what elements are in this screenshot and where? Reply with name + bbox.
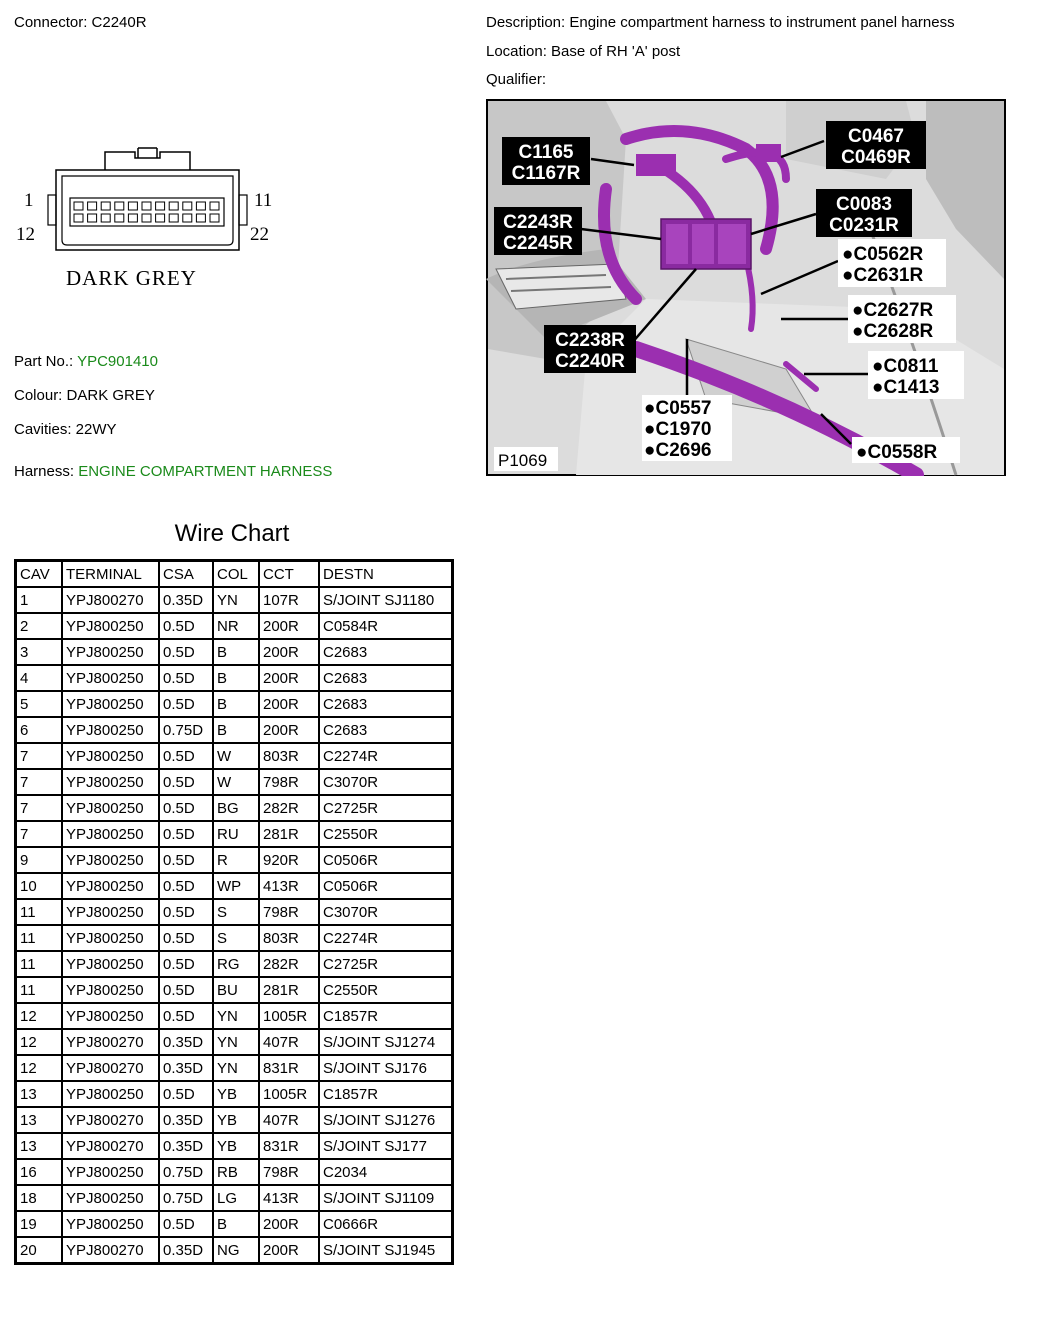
table-row [16, 769, 453, 795]
callout-c1970: ●C1970 [644, 419, 712, 440]
cell-destn: S/JOINT SJ177 [319, 1133, 453, 1159]
cell-col: B [213, 717, 259, 743]
pin-slot-top [210, 202, 219, 210]
cavities-label: Cavities: 22WY [14, 421, 117, 438]
cell-csa: 0.5D [159, 665, 213, 691]
cell-csa: 0.35D [159, 587, 213, 613]
callout-c0469r: C0469R [841, 147, 911, 168]
cell-cav: 7 [16, 743, 63, 769]
connector-label: Connector: C2240R [14, 14, 147, 31]
cell-destn: C2683 [319, 665, 453, 691]
cell-destn: C3070R [319, 769, 453, 795]
cell-destn: C1857R [319, 1081, 453, 1107]
cell-cct: 200R [259, 691, 319, 717]
callout-c0811: ●C0811 [872, 356, 939, 377]
wire-chart-table [14, 559, 454, 1265]
cell-col: B [213, 1211, 259, 1237]
cell-destn: C2034 [319, 1159, 453, 1185]
cell-terminal: YPJ800270 [62, 1029, 159, 1055]
cell-col: YB [213, 1133, 259, 1159]
cell-terminal: YPJ800250 [62, 1003, 159, 1029]
cell-terminal: YPJ800250 [62, 899, 159, 925]
pin-slot-bottom [196, 214, 205, 222]
cell-cav: 12 [16, 1055, 63, 1081]
callout-c2627r: ●C2627R [852, 300, 934, 321]
cell-cct: 798R [259, 769, 319, 795]
table-row [16, 691, 453, 717]
connector-face-drawing [10, 140, 280, 300]
table-row [16, 1211, 453, 1237]
cell-col: S [213, 925, 259, 951]
cell-col: YN [213, 587, 259, 613]
pin-slot-top [115, 202, 124, 210]
table-row [16, 717, 453, 743]
location-photo [486, 99, 1006, 476]
cell-terminal: YPJ800250 [62, 1185, 159, 1211]
qualifier-label: Qualifier: [486, 71, 547, 88]
cell-terminal: YPJ800250 [62, 951, 159, 977]
wire-chart-title: Wire Chart [174, 520, 290, 547]
cell-col: RB [213, 1159, 259, 1185]
cell-terminal: YPJ800250 [62, 1081, 159, 1107]
cell-cav: 4 [16, 665, 63, 691]
cell-destn: C2725R [319, 951, 453, 977]
cell-destn: C3070R [319, 899, 453, 925]
cell-cct: 407R [259, 1029, 319, 1055]
cell-csa: 0.35D [159, 1237, 213, 1264]
cell-col: YN [213, 1055, 259, 1081]
cell-terminal: YPJ800250 [62, 613, 159, 639]
column-header-col: COL [213, 561, 259, 588]
cell-terminal: YPJ800250 [62, 743, 159, 769]
cell-cct: 107R [259, 587, 319, 613]
cell-cct: 1005R [259, 1081, 319, 1107]
description-label: Description: Engine compartment harness to instrument panel harness [486, 14, 955, 31]
pin-slot-bottom [101, 214, 110, 222]
cell-cct: 798R [259, 1159, 319, 1185]
cell-terminal: YPJ800250 [62, 665, 159, 691]
cell-col: YB [213, 1107, 259, 1133]
cell-col: B [213, 691, 259, 717]
connector-face-diagram [10, 140, 280, 300]
cell-csa: 0.5D [159, 951, 213, 977]
location-label: Location: Base of RH 'A' post [486, 43, 681, 60]
part-number-value: YPC901410 [77, 353, 158, 370]
callout-c2240r: C2240R [555, 351, 625, 372]
pin-slot-top [142, 202, 151, 210]
cell-cct: 407R [259, 1107, 319, 1133]
table-row [16, 1159, 453, 1185]
cell-cav: 11 [16, 977, 63, 1003]
cell-destn: C2550R [319, 977, 453, 1003]
cell-cct: 831R [259, 1133, 319, 1159]
cell-destn: C2683 [319, 717, 453, 743]
cell-destn: C0666R [319, 1211, 453, 1237]
cell-cct: 200R [259, 665, 319, 691]
cell-cav: 5 [16, 691, 63, 717]
table-row [16, 951, 453, 977]
column-header-cav: CAV [16, 561, 63, 588]
pin-slot-top [156, 202, 165, 210]
cell-cav: 16 [16, 1159, 63, 1185]
cell-csa: 0.5D [159, 873, 213, 899]
cell-destn: S/JOINT SJ1276 [319, 1107, 453, 1133]
cell-col: RU [213, 821, 259, 847]
cell-cav: 2 [16, 613, 63, 639]
callout-c2245r: C2245R [503, 233, 573, 254]
pin-slot-top [101, 202, 110, 210]
table-row [16, 899, 453, 925]
cell-csa: 0.35D [159, 1107, 213, 1133]
cell-terminal: YPJ800250 [62, 795, 159, 821]
cell-destn: C2274R [319, 743, 453, 769]
cell-col: RG [213, 951, 259, 977]
table-row [16, 1029, 453, 1055]
cell-destn: S/JOINT SJ176 [319, 1055, 453, 1081]
cell-terminal: YPJ800250 [62, 691, 159, 717]
cell-cav: 20 [16, 1237, 63, 1264]
cell-destn: C2683 [319, 691, 453, 717]
cell-destn: C0584R [319, 613, 453, 639]
cell-cct: 282R [259, 795, 319, 821]
cell-terminal: YPJ800250 [62, 769, 159, 795]
table-row [16, 847, 453, 873]
cell-cav: 13 [16, 1081, 63, 1107]
pin-slot-top [88, 202, 97, 210]
cell-cav: 7 [16, 769, 63, 795]
table-row [16, 1081, 453, 1107]
cell-cct: 200R [259, 717, 319, 743]
cell-terminal: YPJ800250 [62, 1211, 159, 1237]
cell-cct: 281R [259, 821, 319, 847]
cell-cav: 11 [16, 925, 63, 951]
pin-slot-bottom [88, 214, 97, 222]
image-code: P1069 [498, 451, 548, 470]
pin-22-number: 22 [250, 224, 269, 245]
cell-col: YN [213, 1003, 259, 1029]
cell-cct: 413R [259, 1185, 319, 1211]
pin-slot-bottom [74, 214, 83, 222]
cell-cct: 200R [259, 639, 319, 665]
cell-terminal: YPJ800250 [62, 925, 159, 951]
table-row [16, 665, 453, 691]
cell-destn: C1857R [319, 1003, 453, 1029]
table-row [16, 821, 453, 847]
pin-slot-bottom [115, 214, 124, 222]
cell-destn: S/JOINT SJ1109 [319, 1185, 453, 1211]
callout-c2238r: C2238R [555, 330, 625, 351]
cell-destn: S/JOINT SJ1274 [319, 1029, 453, 1055]
cell-col: BU [213, 977, 259, 1003]
callout-c0558r: ●C0558R [856, 442, 938, 463]
cell-cav: 9 [16, 847, 63, 873]
cell-terminal: YPJ800270 [62, 1133, 159, 1159]
cell-cav: 1 [16, 587, 63, 613]
cell-cav: 6 [16, 717, 63, 743]
table-row [16, 795, 453, 821]
cell-cct: 200R [259, 1211, 319, 1237]
cell-cct: 803R [259, 925, 319, 951]
pin-slot-bottom [210, 214, 219, 222]
table-row [16, 977, 453, 1003]
part-number-row [14, 353, 158, 371]
cell-csa: 0.35D [159, 1133, 213, 1159]
cell-csa: 0.75D [159, 717, 213, 743]
cell-cav: 12 [16, 1029, 63, 1055]
pin-slot-bottom [183, 214, 192, 222]
harness-row [14, 463, 332, 481]
part-number-label: Part No.: [14, 353, 74, 370]
cell-destn: C0506R [319, 847, 453, 873]
cell-csa: 0.5D [159, 769, 213, 795]
cell-cav: 19 [16, 1211, 63, 1237]
cell-cav: 10 [16, 873, 63, 899]
pin-12-number: 12 [16, 224, 35, 245]
cell-cct: 1005R [259, 1003, 319, 1029]
cell-csa: 0.75D [159, 1185, 213, 1211]
column-header-csa: CSA [159, 561, 213, 588]
cell-cct: 282R [259, 951, 319, 977]
cell-terminal: YPJ800250 [62, 639, 159, 665]
pin-slot-top [74, 202, 83, 210]
pin-slot-bottom [128, 214, 137, 222]
cell-cct: 798R [259, 899, 319, 925]
cell-col: S [213, 899, 259, 925]
cell-cav: 13 [16, 1107, 63, 1133]
column-header-terminal: TERMINAL [62, 561, 159, 588]
cell-col: W [213, 743, 259, 769]
table-header-row [16, 561, 453, 588]
cell-cav: 7 [16, 795, 63, 821]
table-row [16, 925, 453, 951]
table-row [16, 1107, 453, 1133]
cell-cct: 281R [259, 977, 319, 1003]
cell-terminal: YPJ800270 [62, 1055, 159, 1081]
pin-slot-bottom [156, 214, 165, 222]
cell-terminal: YPJ800250 [62, 873, 159, 899]
table-row [16, 639, 453, 665]
cell-csa: 0.5D [159, 1003, 213, 1029]
cell-col: BG [213, 795, 259, 821]
callout-c1413: ●C1413 [872, 377, 940, 398]
cell-csa: 0.5D [159, 1081, 213, 1107]
table-row [16, 1003, 453, 1029]
cell-destn: S/JOINT SJ1180 [319, 587, 453, 613]
table-row [16, 1237, 453, 1264]
table-row [16, 613, 453, 639]
cell-terminal: YPJ800270 [62, 587, 159, 613]
cell-csa: 0.5D [159, 1211, 213, 1237]
cell-cav: 11 [16, 951, 63, 977]
cell-cct: 413R [259, 873, 319, 899]
cell-col: WP [213, 873, 259, 899]
cell-destn: C2683 [319, 639, 453, 665]
cell-csa: 0.5D [159, 691, 213, 717]
harness-value: ENGINE COMPARTMENT HARNESS [78, 463, 333, 480]
cell-col: R [213, 847, 259, 873]
cell-csa: 0.5D [159, 743, 213, 769]
cell-col: LG [213, 1185, 259, 1211]
cell-terminal: YPJ800250 [62, 847, 159, 873]
colour-label: Colour: DARK GREY [14, 387, 155, 404]
cell-destn: C2725R [319, 795, 453, 821]
callout-c2696: ●C2696 [644, 440, 712, 461]
cell-cct: 920R [259, 847, 319, 873]
cell-col: YN [213, 1029, 259, 1055]
pin-slot-top [128, 202, 137, 210]
connector-colour-caption: DARK GREY [66, 266, 197, 290]
callout-c1165: C1165 [518, 142, 574, 163]
harness-label: Harness: [14, 463, 75, 480]
callout-c2628r: ●C2628R [852, 321, 934, 342]
cell-csa: 0.5D [159, 925, 213, 951]
cell-csa: 0.5D [159, 613, 213, 639]
cell-cav: 3 [16, 639, 63, 665]
cell-destn: C2550R [319, 821, 453, 847]
cell-cav: 12 [16, 1003, 63, 1029]
callout-c0467: C0467 [848, 126, 904, 147]
cell-terminal: YPJ800270 [62, 1237, 159, 1264]
cell-cav: 7 [16, 821, 63, 847]
cell-csa: 0.35D [159, 1029, 213, 1055]
cell-cav: 13 [16, 1133, 63, 1159]
cell-col: YB [213, 1081, 259, 1107]
cell-csa: 0.5D [159, 847, 213, 873]
cell-col: B [213, 639, 259, 665]
cell-csa: 0.5D [159, 899, 213, 925]
pin-11-number: 11 [254, 190, 273, 211]
cell-csa: 0.5D [159, 639, 213, 665]
cell-cct: 803R [259, 743, 319, 769]
cell-cct: 200R [259, 613, 319, 639]
callout-c0083: C0083 [836, 194, 892, 215]
callout-c0557: ●C0557 [644, 398, 712, 419]
cell-destn: C2274R [319, 925, 453, 951]
cell-csa: 0.35D [159, 1055, 213, 1081]
table-row [16, 1133, 453, 1159]
cell-terminal: YPJ800250 [62, 821, 159, 847]
table-row [16, 587, 453, 613]
pin-slot-bottom [169, 214, 178, 222]
table-row [16, 1055, 453, 1081]
cell-col: NG [213, 1237, 259, 1264]
cell-csa: 0.5D [159, 795, 213, 821]
cell-csa: 0.5D [159, 821, 213, 847]
cell-terminal: YPJ800250 [62, 977, 159, 1003]
table-row [16, 1185, 453, 1211]
column-header-destn: DESTN [319, 561, 453, 588]
cell-terminal: YPJ800250 [62, 717, 159, 743]
column-header-cct: CCT [259, 561, 319, 588]
cell-csa: 0.75D [159, 1159, 213, 1185]
cell-cav: 11 [16, 899, 63, 925]
callout-c1167r: C1167R [511, 163, 581, 184]
pin-slot-top [196, 202, 205, 210]
cell-cct: 831R [259, 1055, 319, 1081]
cell-destn: S/JOINT SJ1945 [319, 1237, 453, 1264]
pin-slot-top [183, 202, 192, 210]
pin-slot-bottom [142, 214, 151, 222]
cell-csa: 0.5D [159, 977, 213, 1003]
callout-c0562r: ●C0562R [842, 244, 924, 265]
pin-1-number: 1 [24, 190, 34, 211]
cell-cav: 18 [16, 1185, 63, 1211]
table-row [16, 873, 453, 899]
pin-slot-top [169, 202, 178, 210]
callout-c2631r: ●C2631R [842, 265, 924, 286]
cell-col: NR [213, 613, 259, 639]
cell-col: W [213, 769, 259, 795]
cell-terminal: YPJ800270 [62, 1107, 159, 1133]
cell-terminal: YPJ800250 [62, 1159, 159, 1185]
table-row [16, 743, 453, 769]
callout-c0231r: C0231R [829, 215, 899, 236]
cell-col: B [213, 665, 259, 691]
cell-cct: 200R [259, 1237, 319, 1264]
callout-c2243r: C2243R [503, 212, 573, 233]
cell-destn: C0506R [319, 873, 453, 899]
